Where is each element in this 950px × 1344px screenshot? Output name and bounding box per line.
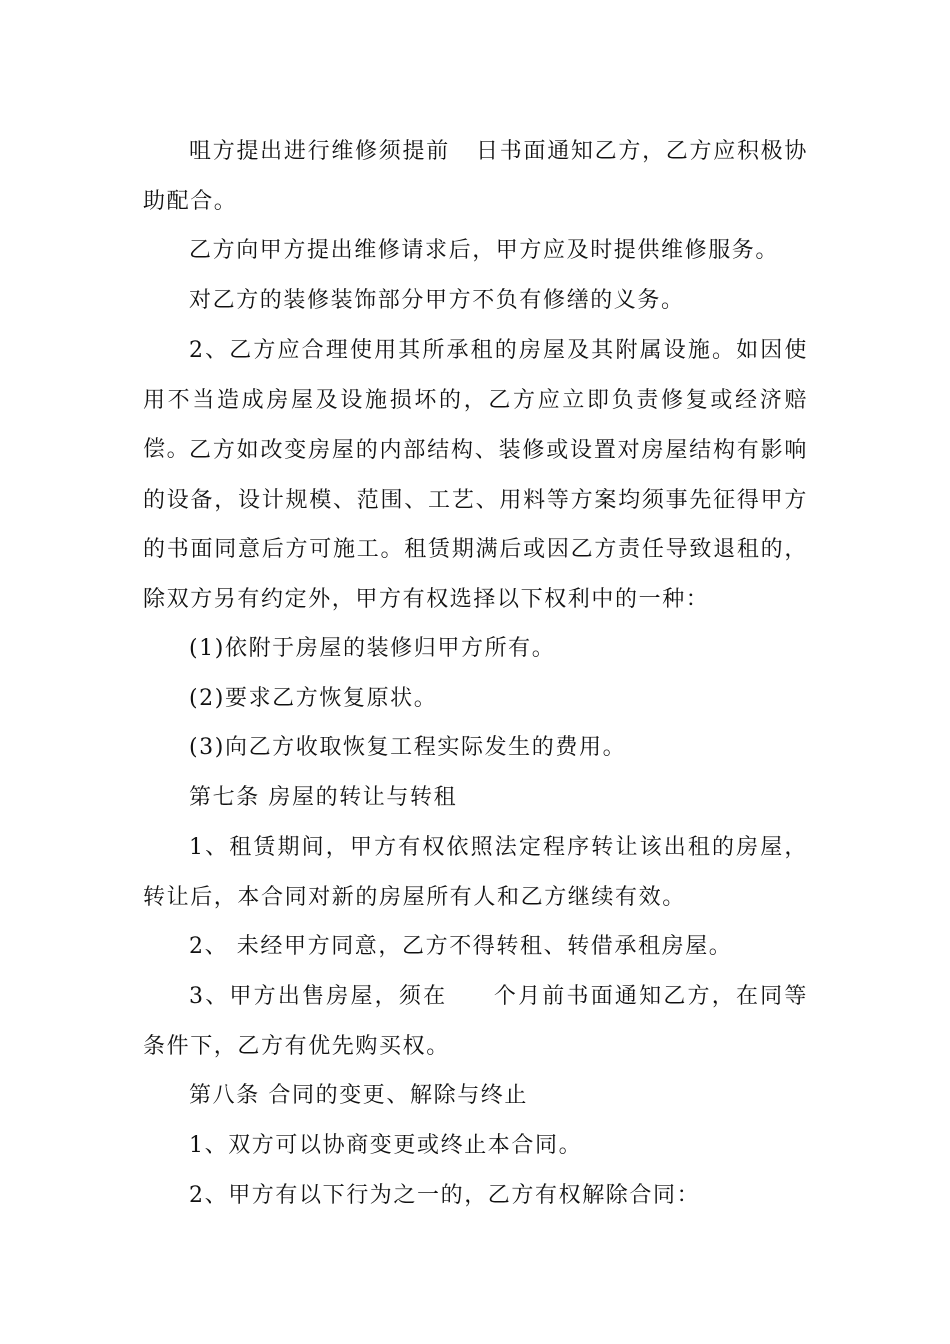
paragraph-structure-change: 乙方如改变房屋的内部结构、装修或设置对房屋结构有影响的设备，设计规模、范围、工艺、用料等方案均须事先征得甲方的书面同意后方可施工。租赁期满后或因乙方责任导致退租的，除双方另有约定外，甲方有权选择以下权利中的一种： [143,438,808,612]
paragraph-decoration-repair: 对乙方的装修装饰部分甲方不负有修缮的义务。 [189,288,685,313]
paragraph-repair-notice [143,127,808,226]
paragraph-text-after-blank: 日书面通知乙方，乙方应积极协助配合。 [143,139,808,214]
paragraph-text-before-blank: 3、甲方出售房屋，须在 [189,984,448,1009]
paragraph-termination-rights: 2、甲方有以下行为之一的，乙方有权解除合同： [189,1183,701,1208]
paragraph-repair-request: 乙方向甲方提出维修请求后，甲方应及时提供维修服务。 [189,238,780,263]
paragraph-sale-notice [143,972,808,1071]
list-item-option-3: (3)向乙方收取恢复工程实际发生的费用。 [189,735,627,760]
section-heading-article-7: 第七条 房屋的转让与转租 [189,785,458,810]
list-item-option-2: (2)要求乙方恢复原状。 [189,686,438,711]
paragraph-text-after-blank: 个月前书面通知乙方，在同等条件下，乙方有优先购买权。 [143,984,808,1059]
paragraph-text-before-blank: 咀方提出进行维修须提前 [189,139,450,164]
paragraph-sublease: 2、 未经甲方同意，乙方不得转租、转借承租房屋。 [189,934,733,959]
list-item-option-1: (1)依附于房屋的装修归甲方所有。 [189,636,556,661]
section-heading-article-8: 第八条 合同的变更、解除与终止 [189,1083,528,1108]
paragraph-reasonable-use: 2、乙方应合理使用其所承租的房屋及其附属设施。如因使用不当造成房屋及设施损坏的，乙方应立即负责修复或经济赔偿。 [143,338,808,462]
paragraph-mutual-change: 1、双方可以协商变更或终止本合同。 [189,1133,583,1158]
paragraph-transfer: 1、租赁期间，甲方有权依照法定程序转让该出租的房屋，转让后，本合同对新的房屋所有人和乙方继续有效。 [143,835,808,910]
